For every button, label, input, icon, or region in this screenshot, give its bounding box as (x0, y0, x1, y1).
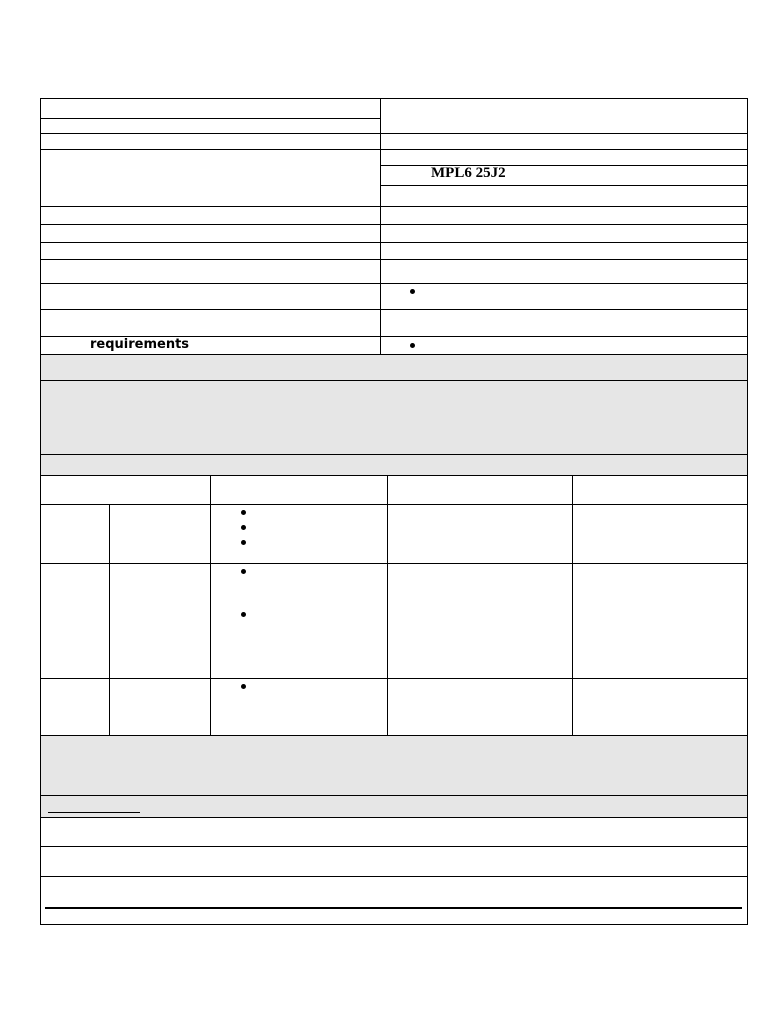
info-column-divider (380, 98, 381, 354)
bullet-icon (241, 525, 246, 530)
row-divider (40, 475, 748, 476)
table-border-bottom (40, 924, 748, 925)
table-border-left (40, 98, 41, 925)
underline-rule (48, 812, 140, 813)
section-header-band (40, 354, 747, 380)
grid-bottom-divider (40, 735, 748, 736)
table-border-right (747, 98, 748, 925)
grid-row-divider (40, 563, 748, 564)
requirements-label: requirements (90, 337, 190, 352)
grid-column-divider (387, 475, 388, 735)
section-header-band (40, 795, 747, 817)
row-divider (40, 283, 748, 284)
grid-row-divider (40, 678, 748, 679)
table-border-top (40, 98, 748, 99)
row-divider (40, 242, 748, 243)
row-divider (40, 380, 748, 381)
course-code-value: MPL6 25J2 (431, 165, 506, 181)
row-divider (40, 149, 748, 150)
bullet-icon (241, 612, 246, 617)
bullet-icon (241, 510, 246, 515)
grid-header-divider (40, 504, 748, 505)
row-divider (40, 224, 748, 225)
row-divider (380, 185, 748, 186)
description-block (40, 380, 747, 454)
row-divider (40, 259, 748, 260)
row-divider (40, 206, 748, 207)
row-divider (40, 309, 748, 310)
row-divider (40, 817, 748, 818)
row-divider (40, 133, 748, 134)
row-divider (40, 846, 748, 847)
row-divider (40, 354, 748, 355)
bullet-icon (410, 289, 415, 294)
grid-column-divider (109, 504, 110, 735)
bullet-icon (241, 569, 246, 574)
bullet-icon (241, 540, 246, 545)
bullet-icon (410, 343, 415, 348)
grid-column-divider (210, 475, 211, 735)
row-divider (40, 118, 380, 119)
row-divider (40, 876, 748, 877)
row-divider (40, 454, 748, 455)
signature-rule (45, 907, 742, 909)
bullet-icon (241, 684, 246, 689)
grid-column-divider (572, 475, 573, 735)
notes-block (40, 735, 747, 795)
row-divider (40, 795, 748, 796)
section-header-band (40, 454, 747, 475)
